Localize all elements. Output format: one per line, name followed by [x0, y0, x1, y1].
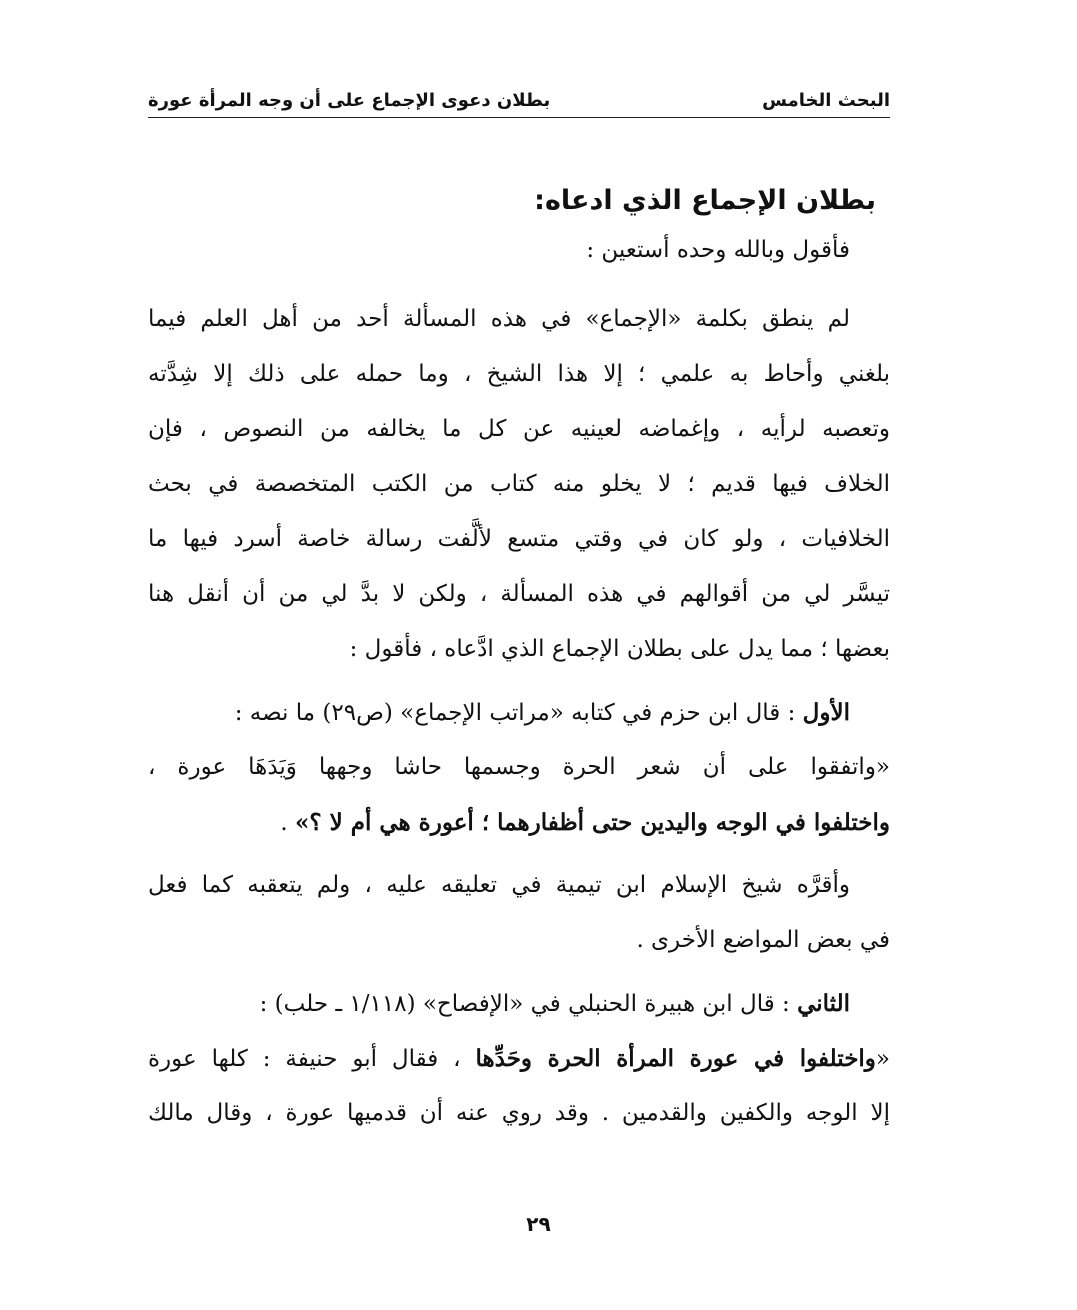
text-line: الخلاف فيها قديم ؛ لا يخلو منه كتاب من الكتب المتخصصة في بحث — [148, 471, 890, 497]
text-line: وتعصبه لرأيه ، وإغماضه لعينيه عن كل ما يخالفه من النصوص ، فإن — [148, 416, 890, 442]
intro-line: فأقول وبالله وحده أستعين : — [586, 237, 850, 263]
quote-2-rest: ، فقال أبو حنيفة : كلها عورة — [148, 1046, 476, 1072]
first-label: الأول — [802, 699, 850, 726]
text-line — [148, 1031, 890, 1086]
paragraph-1 — [148, 292, 890, 677]
text-line: بلغني وأحاط به علمي ؛ إلا هذا الشيخ ، وما حمله على ذلك إلا شِدَّته — [148, 361, 890, 387]
running-header — [148, 78, 890, 118]
running-title: بطلان دعوى الإجماع على أن وجه المرأة عورة — [148, 90, 551, 111]
text-line: الخلافيات ، ولو كان في وقتي متسع لألَّفت رسالة خاصة أسرد فيها ما — [148, 526, 890, 552]
second-label: الثاني — [797, 990, 850, 1017]
quote-2-bold: واختلفوا في عورة المرأة الحرة وحَدِّها — [475, 1045, 876, 1072]
quote-2-open: « — [875, 1046, 890, 1072]
text-line: إلا الوجه والكفين والقدمين . وقد روي عنه أن قدميها عورة ، وقال مالك — [148, 1100, 890, 1126]
text-line: بعضها ؛ مما يدل على بطلان الإجماع الذي ادَّعاه ، فأقول : — [349, 636, 890, 662]
text-line: «واتفقوا على أن شعر الحرة وجسمها حاشا وجهها وَيَدَهَا عورة ، — [148, 754, 890, 780]
text-line: وأقرَّه شيخ الإسلام ابن تيمية في تعليقه عليه ، ولم يتعقبه كما فعل — [148, 872, 850, 898]
quote-1-end: . — [280, 810, 296, 836]
text-line: لم ينطق بكلمة «الإجماع» في هذه المسألة أحد من أهل العلم فيما — [148, 306, 850, 332]
second-text: : قال ابن هبيرة الحنبلي في «الإفصاح» (١/١١٨ ـ حلب) : — [259, 991, 798, 1017]
paragraph-2 — [148, 858, 890, 968]
quote-1-bold: واختلفوا في الوجه واليدين حتى أظفارهما ؛ أعورة هي أم لا ؟» — [295, 809, 890, 836]
second-evidence-line — [148, 976, 890, 1031]
text-line: في بعض المواضع الأخرى . — [636, 927, 890, 953]
page-body — [148, 178, 890, 1141]
page-number: ٢٩ — [526, 1212, 551, 1236]
quote-1 — [148, 740, 890, 850]
first-evidence-line — [148, 685, 890, 740]
section-heading: بطلان الإجماع الذي ادعاه: — [534, 185, 876, 216]
text-line: تيسَّر لي من أقوالهم في هذه المسألة ، ولكن لا بدَّ لي من أن أنقل هنا — [148, 581, 890, 607]
first-text: : قال ابن حزم في كتابه «مراتب الإجماع» (ص٢٩) ما نصه : — [234, 700, 803, 726]
chapter-label: البحث الخامس — [762, 90, 890, 111]
quote-2 — [148, 1031, 890, 1141]
text-line — [148, 795, 890, 850]
